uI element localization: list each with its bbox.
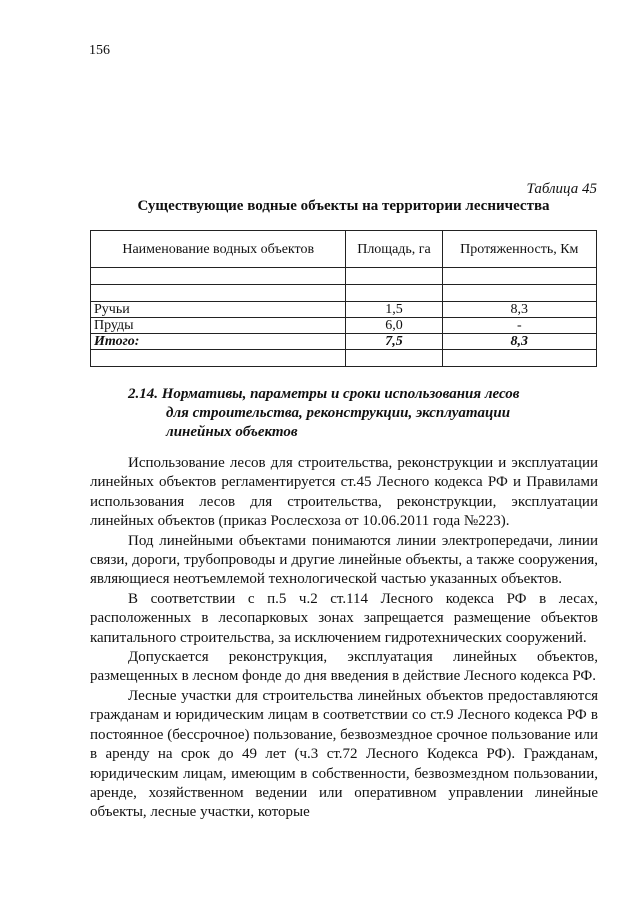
paragraph: Лесные участки для строительства линейных объектов предоставляются гражданам и юридическим лицам в соответствии со ст.9 Лесного кодекса РФ в постоянное (бессрочное) пользование, безвозмездное срочное пользование или в аренду на срок до 49 лет (ч.3 ст.72 Лесного Кодекса РФ). Гражданам, юридическим лицам, имеющим в собственности, безвозмездном пользовании, аренде, хозяйственном ведении или оперативном управлении линейные объекты, лесные участки, которые xyxy=(90,687,598,821)
paragraph: Допускается реконструкция, эксплуатация линейных объектов, размещенных в лесном фонде до дня введения в действие Лесного кодекса РФ. xyxy=(90,649,598,685)
cell-length: - xyxy=(442,318,596,334)
body-text xyxy=(90,454,598,823)
cell-area: 6,0 xyxy=(346,318,442,334)
table-blank-row xyxy=(91,268,597,285)
paragraph: Под линейными объектами понимаются линии электропередачи, линии связи, дороги, трубопроводы и другие линейные объекты, а также сооружения, являющиеся неотъемлемой технологической частью указанных объектов. xyxy=(90,532,598,588)
cell-name: Ручьи xyxy=(91,302,346,318)
section-heading-line: 2.14. Нормативы, параметры и сроки использования лесов xyxy=(128,386,520,402)
total-area: 7,5 xyxy=(346,334,442,350)
water-objects-table xyxy=(90,230,597,367)
table-header-row xyxy=(91,231,597,268)
table-title: Существующие водные объекты на территории лесничества xyxy=(137,198,550,214)
table-total-row xyxy=(91,334,597,350)
header-length: Протяженность, Км xyxy=(442,231,596,268)
section-heading xyxy=(128,385,558,442)
table-blank-row xyxy=(91,285,597,302)
page-number: 156 xyxy=(89,43,110,58)
section-heading-line: линейных объектов xyxy=(166,424,298,440)
paragraph: В соответствии с п.5 ч.2 ст.114 Лесного кодекса РФ в лесах, расположенных в лесопарковых зонах запрещается размещение объектов капитального строительства, за исключением гидротехнических сооружений. xyxy=(90,590,598,646)
table-row xyxy=(91,302,597,318)
cell-area: 1,5 xyxy=(346,302,442,318)
total-label: Итого: xyxy=(91,334,346,350)
header-area: Площадь, га xyxy=(346,231,442,268)
cell-name: Пруды xyxy=(91,318,346,334)
paragraph: Использование лесов для строительства, реконструкции и эксплуатации линейных объектов регламентируется ст.45 Лесного кодекса РФ и Правилами использования лесов для строительства, реконструкции, эксплуатации линейных объектов (приказ Рослесхоза от 10.06.2011 года №223). xyxy=(90,455,598,530)
table-blank-row xyxy=(91,350,597,367)
table-row xyxy=(91,318,597,334)
header-name: Наименование водных объектов xyxy=(91,231,346,268)
total-length: 8,3 xyxy=(442,334,596,350)
cell-length: 8,3 xyxy=(442,302,596,318)
table-label: Таблица 45 xyxy=(526,181,597,197)
section-heading-line: для строительства, реконструкции, эксплуатации xyxy=(166,405,511,421)
